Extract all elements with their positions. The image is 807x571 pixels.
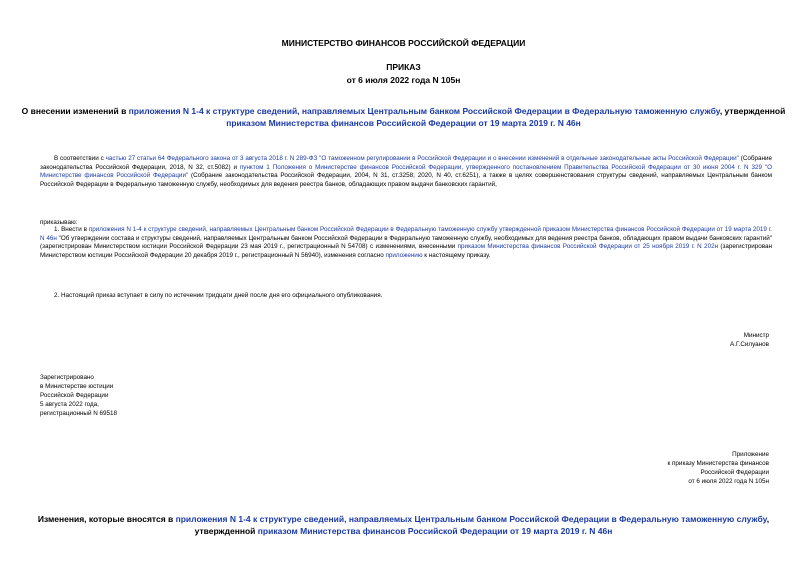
preamble-text: В соответствии с [54, 155, 106, 162]
signer-name: А.Г.Силуанов [730, 341, 769, 348]
registration-block [40, 373, 117, 418]
item-text: (зарегистрирован Министерством юстиции Российской Федерации 20 декабря 2019 г., регистрационный N 56940), изменения согласно [40, 243, 772, 260]
title-link-annexes[interactable]: приложения N 1-4 к структуре сведений, направляемых Центральным банком Российской Федерации в Федеральную таможенную службу [128, 106, 720, 116]
preamble-paragraph [40, 155, 772, 190]
order-title [20, 105, 787, 129]
registration-line: в Министерстве юстиции [40, 383, 114, 390]
link-annexes-order-46n[interactable]: приложения N 1-4 к структуре сведений, направляемых Центральным банком Российской Федерации в Федеральную таможенную службу утвержденной приказом Министерства финансов Российской Федерации от 19 марта 2019 г. N 46н [40, 226, 772, 242]
preamble-text: (Собрание законодательства Российской Федерации, 2018, N 32, ст.5082) и [40, 155, 772, 171]
annex-header-block [668, 450, 769, 486]
order-date-number: от 6 июля 2022 года N 105н [346, 75, 461, 85]
changes-title-text: , утвержденной [194, 514, 770, 536]
link-annex[interactable]: приложению [385, 252, 423, 260]
link-federal-law-289[interactable]: частью 27 статьи 64 Федерального закона от 3 августа 2018 г. N 289-ФЗ "О таможенном регулировании в Российской Федерации и о внесении изменений в отдельные законодательные акты Российской Федерации" [105, 155, 739, 162]
orders-word: приказываю: [40, 219, 78, 226]
document-type-heading: ПРИКАЗ [386, 62, 421, 72]
changes-title-text: Изменения, которые вносятся в [37, 514, 176, 524]
registration-line: 5 августа 2022 года, [40, 401, 99, 408]
signature-block [730, 331, 769, 349]
ministry-heading: МИНИСТЕРСТВО ФИНАНСОВ РОССИЙСКОЙ ФЕДЕРАЦИИ [281, 38, 526, 48]
annex-line: к приказу Министерства финансов [667, 460, 769, 467]
registration-line: регистрационный N 69518 [40, 410, 118, 417]
item-text: 1. Внести в [54, 226, 89, 233]
title-link-order-46n[interactable]: приказом Министерства финансов Российской Федерации от 19 марта 2019 г. N 46н [226, 118, 581, 128]
item-1-paragraph [40, 226, 772, 261]
title-text: , утвержденной [719, 106, 786, 116]
item-2-paragraph: 2. Настоящий приказ вступает в силу по истечении тридцати дней после дня его официального опубликования. [54, 292, 383, 299]
changes-link-order-46n[interactable]: приказом Министерства финансов Российской Федерации от 19 марта 2019 г. N 46н [257, 526, 613, 536]
signer-position: Министр [743, 332, 769, 339]
item-text: "Об утверждении состава и структуры сведений, направляемых Центральным банком Российской Федерации в Федеральную таможенную службу, необходимых для ведения реестра банков, обладающих правом выдачи банковских гарантий" (зарегистрирован Министерством юстиции Российской Федерации 23 мая 2019 г., регистрационный N 54708) с изменениями, внесенными [40, 234, 772, 251]
annex-line: Приложение [732, 451, 769, 458]
link-order-202n[interactable]: приказом Министерства финансов Российской Федерации от 25 ноября 2019 г. N 202н [457, 243, 719, 251]
item-text: к настоящему приказу. [422, 252, 491, 260]
changes-title [30, 513, 777, 537]
registration-line: Зарегистрировано [40, 374, 94, 381]
preamble-text: (Собрание законодательства Российской Федерации, 2004, N 31, ст.3258; 2020, N 40, ст.6251), а также в целях совершенствования структуры сведений, направляемых Центральным банком Российской Федерации в Федеральную таможенную службу, необходимых для ведения реестра банков, обладающих правом выдачи банковских гарантий, [40, 172, 773, 189]
changes-link-annexes[interactable]: приложения N 1-4 к структуре сведений, направляемых Центральным банком Российской Федерации в Федеральную таможенную службу [175, 514, 767, 524]
annex-line: от 6 июля 2022 года N 105н [688, 478, 769, 485]
registration-line: Российской Федерации [40, 392, 109, 399]
link-regulation-329[interactable]: пунктом 1 Положения о Министерстве финансов Российской Федерации, утвержденного постановлением Правительства Российской Федерации от 30 июня 2004 г. N 329 "О Министерстве финансов Российской Федерации" [40, 163, 772, 180]
title-text: О внесении изменений в [21, 106, 129, 116]
annex-line: Российской Федерации [700, 469, 769, 476]
